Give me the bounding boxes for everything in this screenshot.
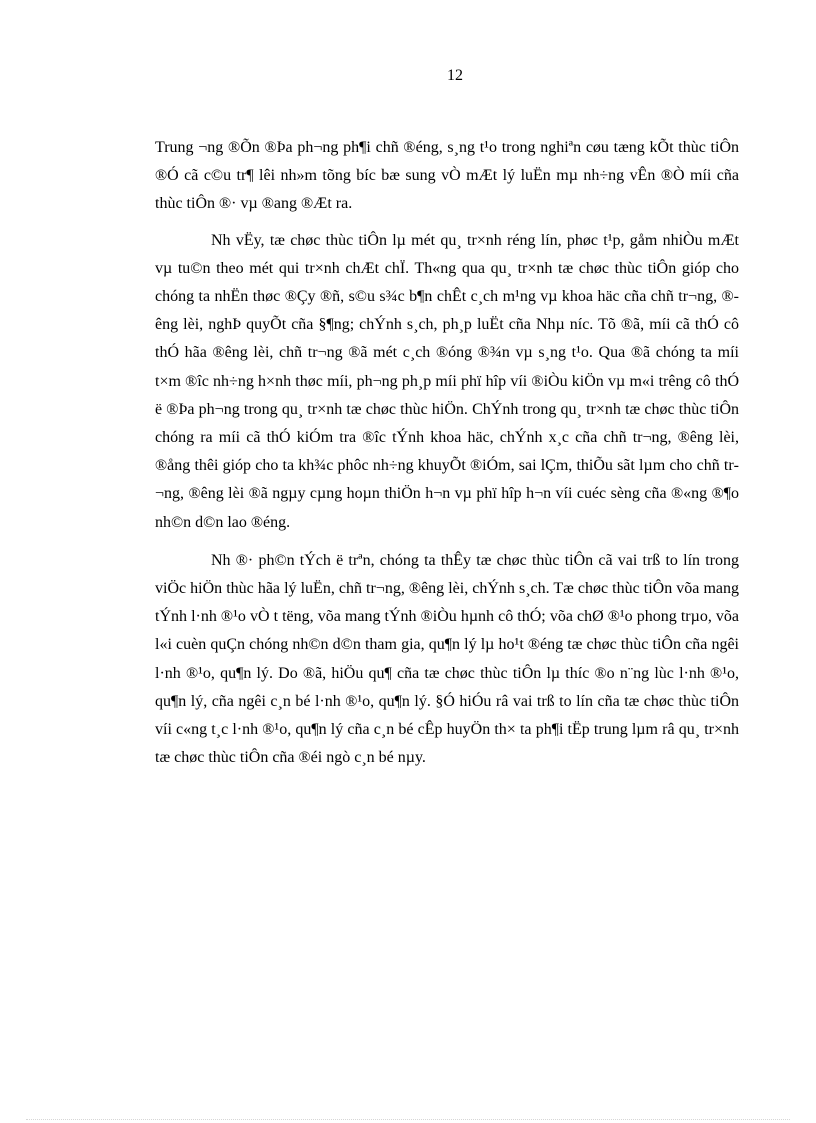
paragraph-2: Nh vËy, tæ chøc thùc tiÔn lµ mét qu¸ tr×nh réng lín, phøc t¹p, gåm nhiÒu mÆt vµ tu©n theo mét qui tr×nh chÆt chÏ. Th«ng qua qu¸ tr×nh tæ chøc thùc tiÔn gióp cho chóng ta nhËn thøc ®Çy ®ñ, s©u s¾c b¶n chÊt c¸ch m¹ng vµ khoa häc cña chñ tr¬ng, ®êng lèi, nghÞ quyÕt cña §¶ng; chÝnh s¸ch, ph¸p luËt cña Nhµ níc. Tõ ®ã, míi cã thÓ cô thÓ hãa ®êng lèi, chñ tr¬ng ®ã mét c¸ch ®óng ®¾n vµ s¸ng t¹o. Qua ®ã chóng ta míi t×m ®îc nh÷ng h×nh thøc míi, ph¬ng ph¸p míi phï hîp víi ®iÒu kiÖn vµ m«i trêng cô thÓ ë ®Þa ph¬ng trong qu¸ tr×nh tæ chøc thùc hiÖn. ChÝnh trong qu¸ tr×nh tæ chøc thùc tiÔn chóng ra míi cã thÓ kiÓm tra ®îc tÝnh khoa häc, chÝnh x¸c cña chñ tr¬ng, ®êng lèi, ®ång thêi gióp cho ta kh¾c phôc nh÷ng khuyÕt ®iÓm, sai lÇm, thiÕu sãt lµm cho chñ tr¬ng, ®êng lèi ®ã ngµy cµng hoµn thiÖn h¬n vµ phï hîp h¬n víi cuéc sèng cña ®«ng ®¶o nh©n d©n lao ®éng. bbox=[155, 231, 739, 531]
page-bottom-divider bbox=[26, 1119, 790, 1120]
paragraph-3: Nh ®· ph©n tÝch ë trªn, chóng ta thÊy tæ chøc thùc tiÔn cã vai trß to lín trong viÖc hiÖn thùc hãa lý luËn, chñ tr¬ng, ®êng lèi, chÝnh s¸ch. Tæ chøc thùc tiÔn võa mang tÝnh l·nh ®¹o vÒ t tëng, võa mang tÝnh ®iÒu hµnh cô thÓ; võa chØ ®¹o phong trµo, võa l«i cuèn quÇn chóng nh©n d©n tham gia, qu¶n lý lµ ho¹t ®éng tæ chøc thùc tiÔn cña ngêi l·nh ®¹o, qu¶n lý. Do ®ã, hiÖu qu¶ cña tæ chøc thùc tiÔn lµ thíc ®o n¨ng lùc l·nh ®¹o, qu¶n lý, cña ngêi c¸n bé l·nh ®¹o, qu¶n lý. §Ó hiÓu râ vai trß to lín cña tæ chøc thùc tiÔn víi c«ng t¸c l·nh ®¹o, qu¶n lý cña c¸n bé cÊp huyÖn th× ta ph¶i tËp trung lµm râ qu¸ tr×nh tæ chøc thùc tiÔn cña ®éi ngò c¸n bé nµy. bbox=[155, 551, 739, 767]
page-number: 12 bbox=[447, 67, 463, 84]
paragraph-1: Trung ¬ng ®Õn ®Þa ph¬ng ph¶i chñ ®éng, s¸ng t¹o trong nghiªn cøu tæng kÕt thùc tiÔn ®Ó cã c©u tr¶ lêi nh»m tõng bíc bæ sung vÒ mÆt lý luËn mµ nh÷ng vÊn ®Ò míi cña thùc tiÔn ®· vµ ®ang ®Æt ra. bbox=[155, 139, 739, 213]
document-body bbox=[155, 134, 739, 772]
